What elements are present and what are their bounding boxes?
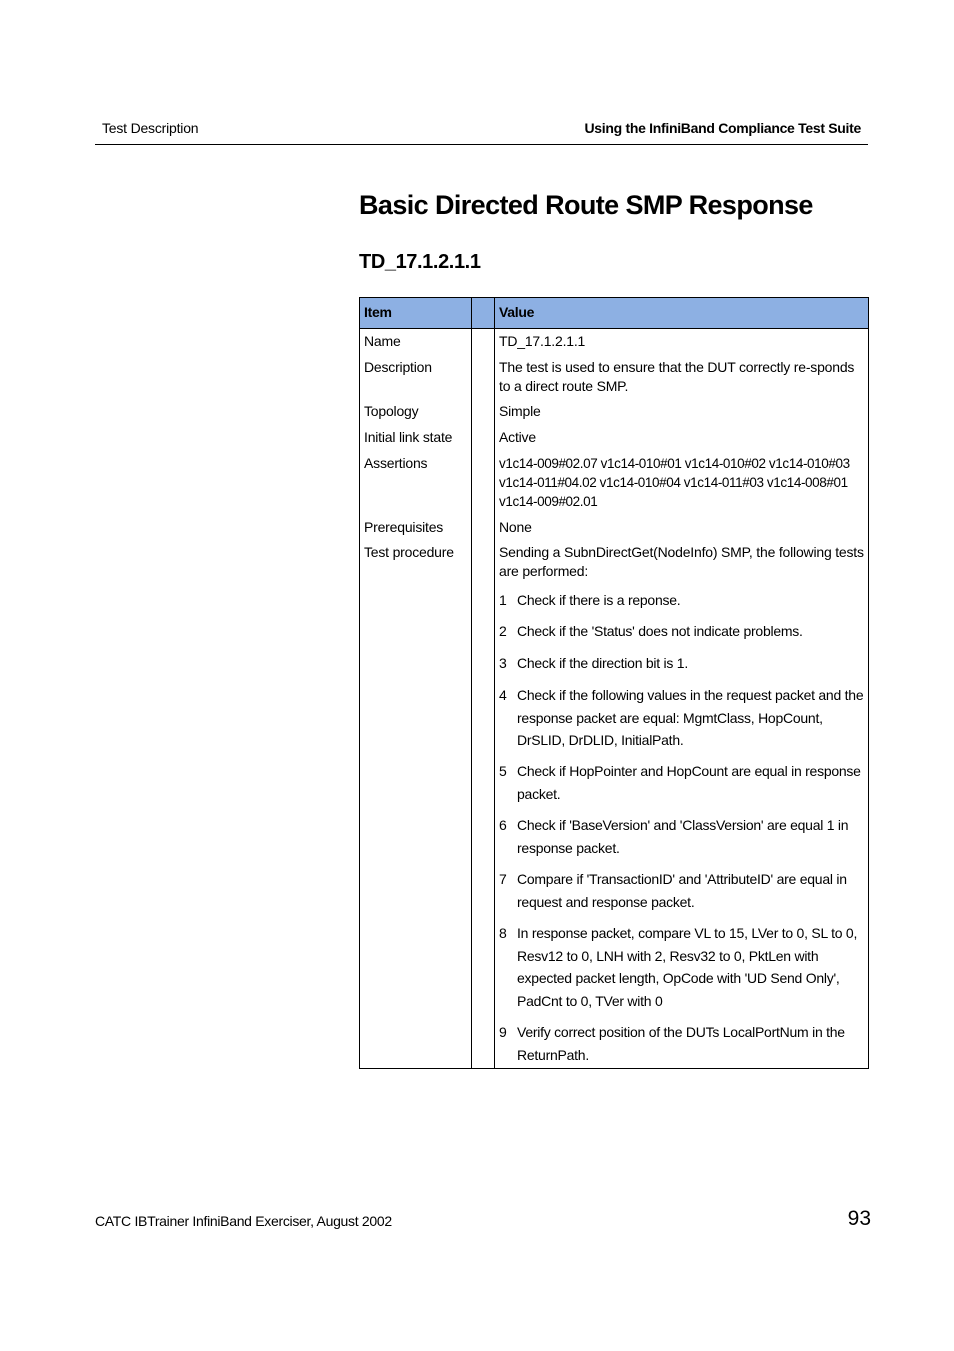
row-value-topology: Simple <box>499 403 541 419</box>
footer-publication: CATC IBTrainer InfiniBand Exerciser, August 2002 <box>95 1213 392 1229</box>
row-label-prerequisites: Prerequisites <box>364 519 444 535</box>
row-label-topology: Topology <box>364 403 419 419</box>
step-number: 3 <box>499 655 507 671</box>
step-number: 7 <box>499 871 507 887</box>
header-rule <box>95 144 868 145</box>
procedure-step <box>499 652 867 675</box>
step-text: Check if the following values in the request packet and the response packet are equal: MgmtClass, HopCount, DrSLID, DrDLID, InitialPath. <box>517 687 864 748</box>
column-header-value: Value <box>499 304 535 320</box>
step-number: 5 <box>499 763 507 779</box>
column-header-item: Item <box>364 304 392 320</box>
row-label-name: Name <box>364 333 401 349</box>
row-value-description: The test is used to ensure that the DUT correctly re-sponds to a direct route SMP. <box>499 359 855 394</box>
step-text: In response packet, compare VL to 15, LVer to 0, SL to 0, Resv12 to 0, LNH with 2, Resv32 to 0, PktLen with expected packet length, OpCode with 'UD Send Only', PadCnt to 0, TVer with 0 <box>517 925 858 1009</box>
header-chapter-title: Using the InfiniBand Compliance Test Suite <box>584 120 861 136</box>
row-label-description: Description <box>364 359 432 375</box>
step-number: 1 <box>499 592 507 608</box>
step-number: 9 <box>499 1024 507 1040</box>
row-value-name: TD_17.1.2.1.1 <box>499 333 586 349</box>
page-number: 93 <box>847 1207 871 1230</box>
step-text: Verify correct position of the DUTs LocalPortNum in the ReturnPath. <box>517 1024 845 1063</box>
row-value-initial-link-state: Active <box>499 429 536 445</box>
header-section-name: Test Description <box>102 120 199 136</box>
procedure-step <box>499 760 867 805</box>
procedure-step <box>499 814 867 859</box>
step-number: 2 <box>499 623 507 639</box>
procedure-step <box>499 620 867 643</box>
step-text: Check if the direction bit is 1. <box>517 655 688 671</box>
column-divider <box>471 298 472 1068</box>
column-divider <box>494 298 495 1068</box>
step-text: Check if HopPointer and HopCount are equal in response packet. <box>517 763 861 802</box>
procedure-step <box>499 922 867 1012</box>
row-label-test-procedure: Test procedure <box>364 544 454 560</box>
step-number: 4 <box>499 687 507 703</box>
procedure-step <box>499 589 867 612</box>
procedure-step <box>499 1021 867 1066</box>
row-value-prerequisites: None <box>499 519 532 535</box>
step-text: Check if 'BaseVersion' and 'ClassVersion' are equal 1 in response packet. <box>517 817 849 856</box>
step-text: Compare if 'TransactionID' and 'AttributeID' are equal in request and response packet. <box>517 871 847 910</box>
step-number: 6 <box>499 817 507 833</box>
row-label-initial-link-state: Initial link state <box>364 429 453 445</box>
row-label-assertions: Assertions <box>364 455 428 471</box>
page-title: Basic Directed Route SMP Response <box>359 190 813 220</box>
table-header-row <box>360 298 868 329</box>
step-text: Check if the 'Status' does not indicate problems. <box>517 623 803 639</box>
row-value-assertions: v1c14-009#02.07 v1c14-010#01 v1c14-010#02 v1c14-010#03 v1c14-011#04.02 v1c14-010#04 v1c14-011#03 v1c14-008#01 v1c14-009#02.01 <box>499 456 850 509</box>
test-id-heading: TD_17.1.2.1.1 <box>359 251 481 273</box>
row-value-test-procedure: Sending a SubnDirectGet(NodeInfo) SMP, the following tests are performed: <box>499 544 864 579</box>
test-description-table <box>359 297 869 1069</box>
step-number: 8 <box>499 925 507 941</box>
procedure-step <box>499 868 867 913</box>
step-text: Check if there is a reponse. <box>517 592 681 608</box>
procedure-step <box>499 684 867 752</box>
